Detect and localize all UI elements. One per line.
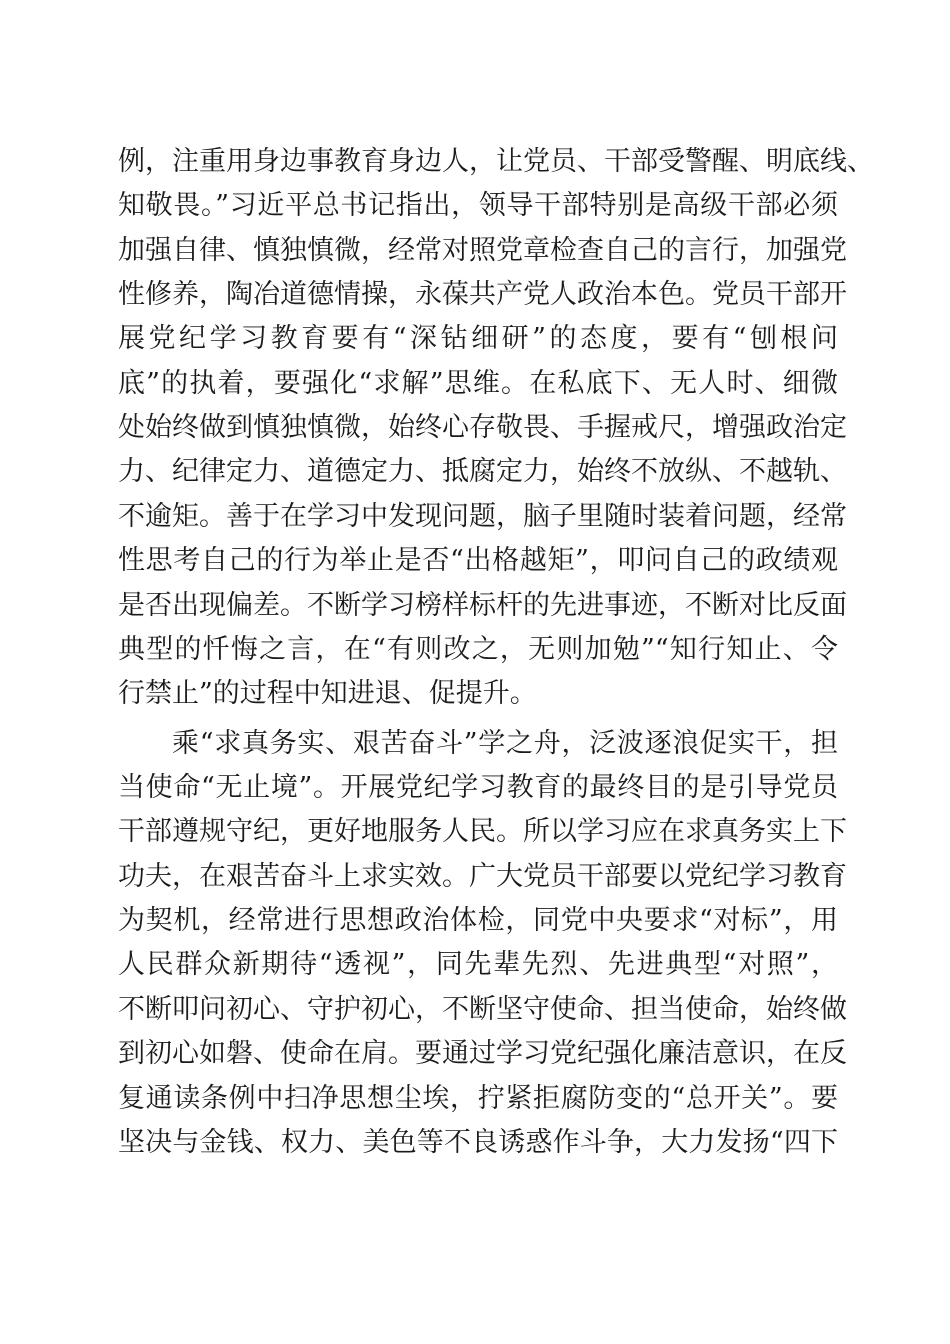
paragraph-1-line-4: 性修养，陶冶道德情操，永葆共产党人政治本色。党员干部开 [118,279,847,310]
paragraph-1-line-10: 性思考自己的行为举止是否“出格越矩”，叩问自己的政绩观 [118,545,838,576]
paragraph-2-line-7: 不断叩问初心、守护初心，不断坚守使命、担当使命，始终做 [118,994,847,1025]
paragraph-2-line-5: 为契机，经常进行思想政治体检，同党中央要求“对标”，用 [118,905,838,936]
paragraph-1-line-6: 底”的执着，要强化“求解”思维。在私底下、无人时、细微 [118,368,838,399]
paragraph-2-line-6: 人民群众新期待“透视”，同先辈先烈、先进典型“对照”， [118,949,838,980]
paragraph-2-line-3: 干部遵规守纪，更好地服务人民。所以学习应在求真务实上下 [118,816,847,847]
paragraph-2-line-2: 当使命“无止境”。开展党纪学习教育的最终目的是引导党员 [118,772,838,803]
paragraph-1-line-12: 典型的忏悔之言，在“有则改之，无则加勉”“知行知止、令 [118,634,838,665]
paragraph-1-line-9: 不逾矩。善于在学习中发现问题，脑子里随时装着问题，经常 [118,501,847,532]
paragraph-1-line-7: 处始终做到慎独慎微，始终心存敬畏、手握戒尺，增强政治定 [118,412,847,443]
paragraph-2-line-9: 复通读条例中扫净思想尘埃，拧紧拒腐防变的“总开关”。要 [118,1083,838,1114]
paragraph-1-line-11: 是否出现偏差。不断学习榜样标杆的先进事迹，不断对比反面 [118,590,847,621]
paragraph-1-line-3: 加强自律、慎独慎微，经常对照党章检查自己的言行，加强党 [118,235,847,266]
paragraph-1-line-5: 展党纪学习教育要有“深钻细研”的态度，要有“刨根问 [118,323,838,354]
paragraph-1-line-13: 行禁止”的过程中知进退、促提升。 [118,678,537,709]
paragraph-1-line-1: 例，注重用身边事教育身边人，让党员、干部受警醒、明底线、 [118,146,874,177]
paragraph-2-line-10: 坚决与金钱、权力、美色等不良诱惑作斗争，大力发扬“四下 [118,1127,838,1158]
paragraph-1-line-8: 力、纪律定力、道德定力、抵腐定力，始终不放纵、不越轨、 [118,456,847,487]
paragraph-1-line-2: 知敬畏。”习近平总书记指出，领导干部特别是高级干部必须 [118,190,838,221]
paragraph-2-line-4: 功夫，在艰苦奋斗上求实效。广大党员干部要以党纪学习教育 [118,861,847,892]
paragraph-2-line-1: 乘“求真务实、艰苦奋斗”学之舟，泛波逐浪促实干，担 [172,728,838,759]
paragraph-2-line-8: 到初心如磐、使命在肩。要通过学习党纪强化廉洁意识，在反 [118,1038,847,1069]
